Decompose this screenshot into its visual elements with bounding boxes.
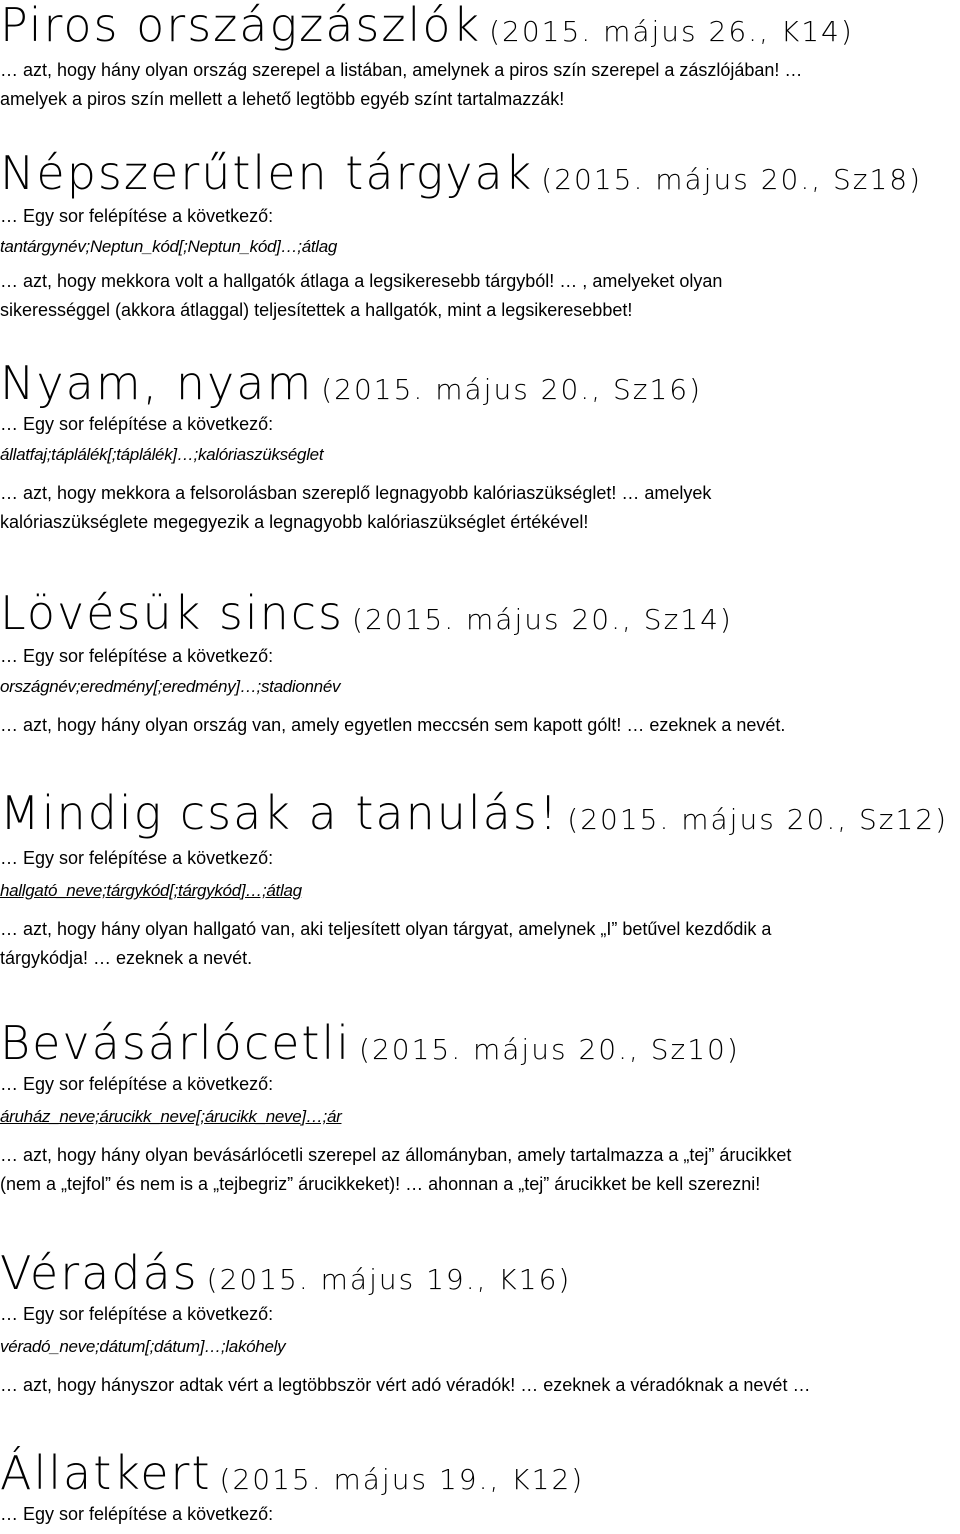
section-nyam-nyam [0, 356, 960, 537]
format-intro: … Egy sor felépítése a következő: [0, 646, 274, 666]
section-title: Véradás [0, 1246, 199, 1300]
line-format: tantárgynév;Neptun_kód[;Neptun_kód]…;átlag [0, 237, 338, 256]
task-line: sikerességgel (akkora átlaggal) teljesítettek a hallgatók, mint a legsikeresebbet! [0, 300, 633, 320]
section-date: (2015. május 19., K12) [219, 1463, 585, 1496]
section-veradas [0, 1246, 960, 1400]
section-heading [0, 356, 960, 410]
task-line: … azt, hogy hány olyan bevásárlócetli szerepel az állományban, amely tartalmazza a „tej” árucikket [0, 1145, 792, 1165]
format-intro: … Egy sor felépítése a következő: [0, 1304, 274, 1324]
section-heading [0, 1016, 960, 1070]
format-intro: … Egy sor felépítése a következő: [0, 414, 274, 434]
task-line: … azt, hogy hány olyan hallgató van, aki teljesített olyan tárgyat, amelynek „I” betűvel kezdődik a [0, 919, 772, 939]
format-intro: … Egy sor felépítése a következő: [0, 848, 274, 868]
section-title: Állatkert [0, 1446, 212, 1500]
section-bevasarlocetli [0, 1016, 960, 1199]
line-format: véradó_neve;dátum[;dátum]…;lakóhely [0, 1337, 286, 1356]
section-title: Népszerűtlen tárgyak [0, 146, 534, 200]
section-date: (2015. május 19., K16) [206, 1263, 572, 1296]
task-line: tárgykódja! … ezeknek a nevét. [0, 948, 253, 968]
section-heading [0, 586, 960, 640]
section-title: Bevásárlócetli [0, 1016, 352, 1070]
line-format: áruház_neve;árucikk_neve[;árucikk_neve]…;ár [0, 1107, 342, 1126]
section-piros-orszagzaszlok [0, 2, 960, 114]
task-line: amelyek a piros szín mellett a lehető legtöbb egyéb színt tartalmazzák! [0, 89, 565, 109]
task-line: kalóriaszükséglete megegyezik a legnagyobb kalóriaszükséglet értékével! [0, 512, 589, 532]
section-date: (2015. május 20., Sz18) [541, 163, 923, 196]
section-title: Nyam, nyam [0, 356, 314, 410]
task-line: … azt, hogy mekkora volt a hallgatók átlaga a legsikeresebb tárgyból! … , amelyeket olyan [0, 271, 723, 291]
task-line: … azt, hogy hány olyan ország szerepel a listában, amelynek a piros szín szerepel a zászlójában! … [0, 60, 803, 80]
format-intro: … Egy sor felépítése a következő: [0, 1074, 274, 1094]
section-mindig-csak-a-tanulas [0, 786, 960, 973]
section-allatkert [0, 1446, 960, 1529]
section-date: (2015. május 20., Sz16) [321, 373, 703, 406]
section-heading [0, 146, 960, 200]
section-date: (2015. május 26., K14) [489, 15, 854, 48]
line-format: hallgató_neve;tárgykód[;tárgykód]…;átlag [0, 881, 302, 900]
section-title: Lövésük sincs [0, 586, 345, 640]
line-format: országnév;eredmény[;eredmény]…;stadionnév [0, 677, 341, 696]
task-line: … azt, hogy mekkora a felsorolásban szereplő legnagyobb kalóriaszükséglet! … amelyek [0, 483, 712, 503]
format-intro: … Egy sor felépítése a következő: [0, 206, 274, 226]
section-heading [0, 786, 960, 840]
line-format: állatfaj;táplálék[;táplálék]…;kalóriaszükséglet [0, 445, 324, 464]
section-nepszerutlen-targyak [0, 146, 960, 325]
section-date: (2015. május 20., Sz10) [359, 1033, 740, 1066]
task-line: … azt, hogy hányszor adtak vért a legtöbbször vért adó véradók! … ezeknek a véradóknak a nevét … [0, 1375, 811, 1395]
section-title: Piros országzászlók [0, 0, 482, 52]
section-lovesuk-sincs [0, 586, 960, 740]
section-date: (2015. május 20., Sz12) [567, 803, 949, 836]
section-date: (2015. május 20., Sz14) [352, 603, 733, 636]
section-heading [0, 0, 960, 52]
task-line: … azt, hogy hány olyan ország van, amely egyetlen meccsén sem kapott gólt! … ezeknek a nevét. [0, 715, 786, 735]
section-heading [0, 1446, 960, 1500]
section-heading [0, 1246, 960, 1300]
task-line: (nem a „tejfol” és nem is a „tejbegriz” árucikkeket)! … ahonnan a „tej” árucikket be kell szerezni! [0, 1174, 761, 1194]
section-title: Mindig csak a tanulás! [0, 786, 560, 840]
format-intro: … Egy sor felépítése a következő: [0, 1504, 274, 1524]
